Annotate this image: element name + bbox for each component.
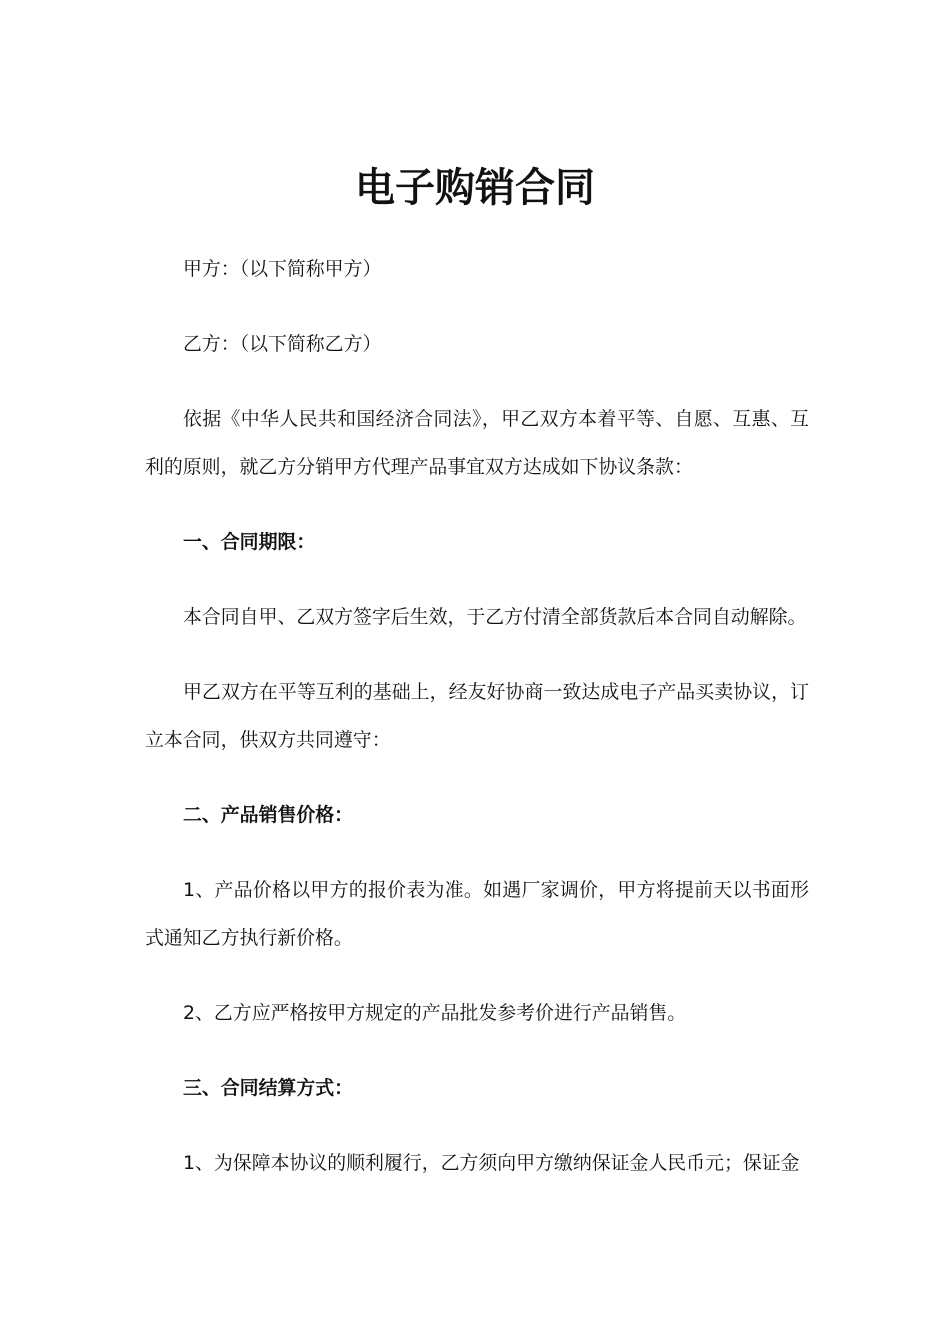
- party-a-line: 甲方：（以下简称甲方）: [183, 258, 382, 280]
- section-heading-price: 二、产品销售价格：: [183, 804, 354, 826]
- document-title: 电子购销合同: [355, 165, 595, 211]
- paragraph: 1、产品价格以甲方的报价表为准。如遇厂家调价，甲方将提前天以书面形式通知乙方执行新价格。: [145, 879, 809, 949]
- paragraph: 1、为保障本协议的顺利履行，乙方须向甲方缴纳保证金人民币元；保证金: [183, 1152, 800, 1174]
- section-heading-term: 一、合同期限：: [183, 531, 316, 553]
- paragraph: 甲乙双方在平等互利的基础上，经友好协商一致达成电子产品买卖协议，订立本合同，供双方共同遵守：: [145, 681, 809, 751]
- party-b-line: 乙方：（以下简称乙方）: [183, 333, 382, 355]
- document-body: [145, 245, 809, 1214]
- section-heading-settlement: 三、合同结算方式：: [183, 1077, 354, 1099]
- paragraph: 本合同自甲、乙双方签字后生效，于乙方付清全部货款后本合同自动解除。: [183, 606, 807, 628]
- preamble-paragraph: 依据《中华人民共和国经济合同法》，甲乙双方本着平等、自愿、互惠、互利的原则，就乙方分销甲方代理产品事宜双方达成如下协议条款：: [145, 408, 809, 478]
- paragraph: 2、乙方应严格按甲方规定的产品批发参考价进行产品销售。: [183, 1002, 687, 1024]
